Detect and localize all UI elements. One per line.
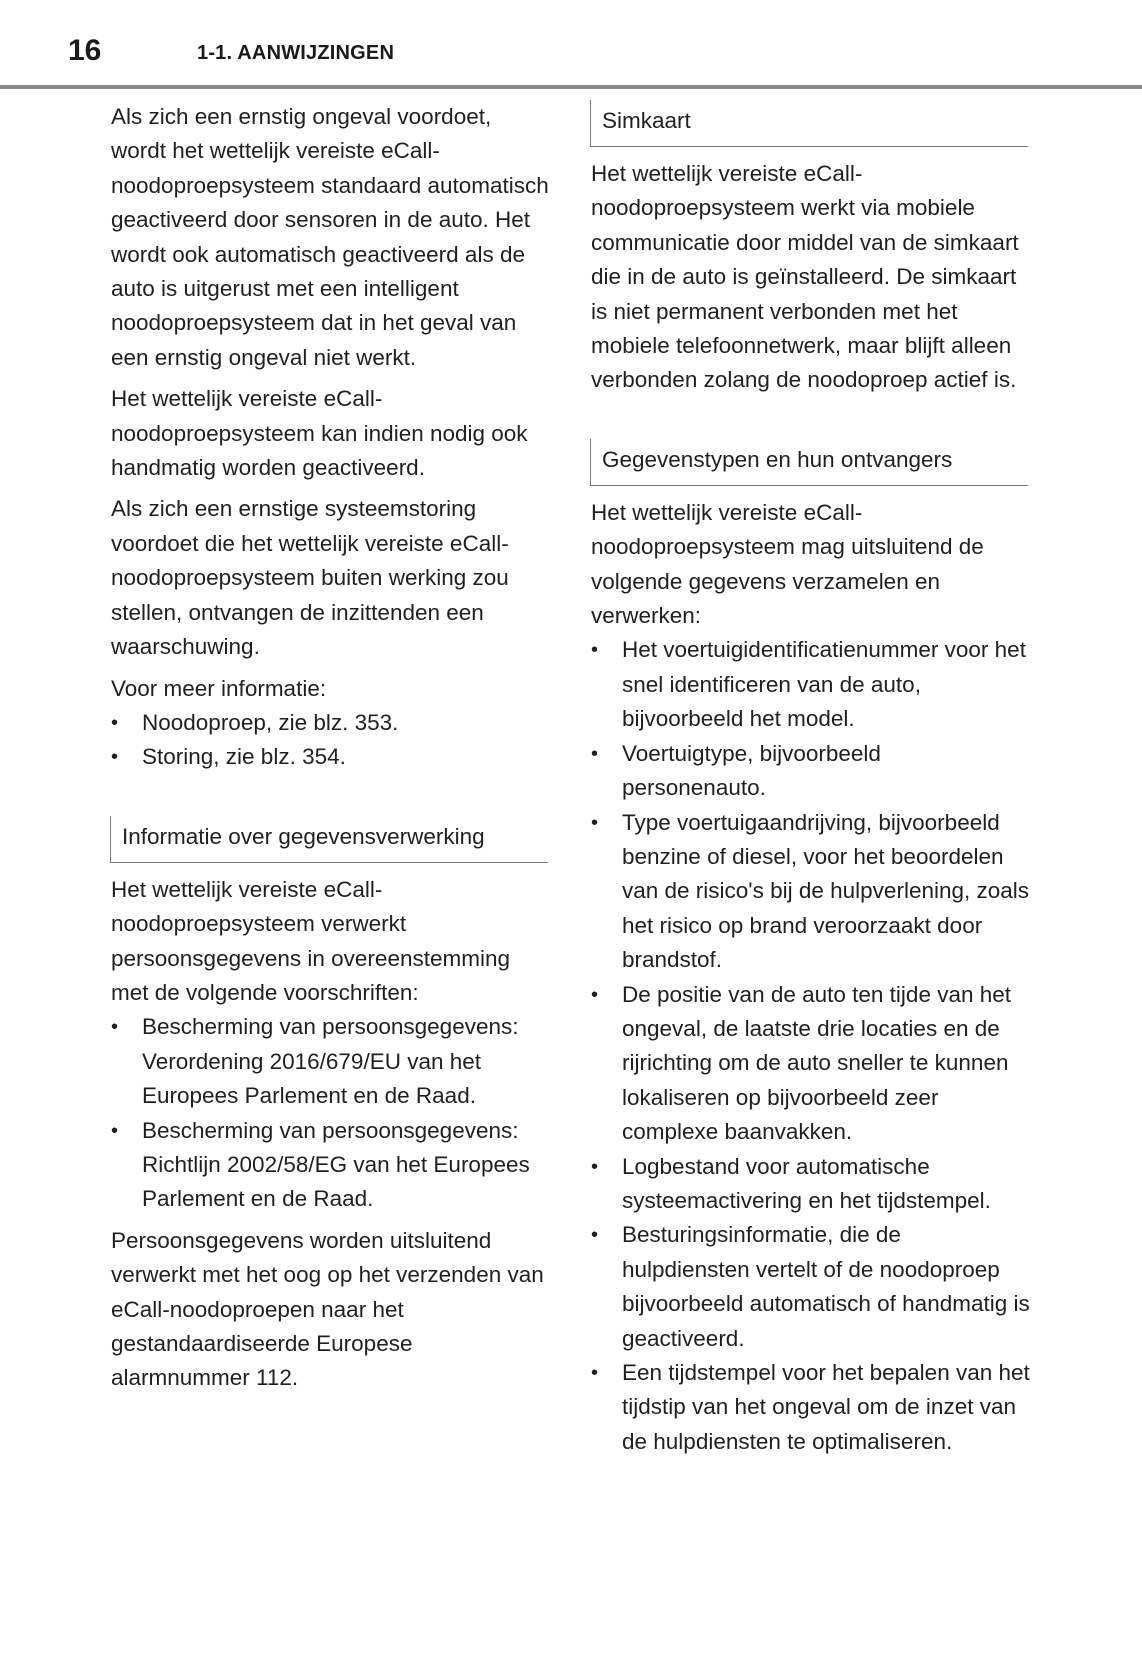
paragraph-simcard: Het wettelijk vereiste eCall-noodoproepsysteem werkt via mobiele communicatie door middel van de simkaart die in de auto is geïnstalleerd. De simkaart is niet permanent verbonden met het mobiele telefoonnetwerk, maar blijft alleen verbonden zolang de noodoproep actief is. xyxy=(591,161,1019,393)
subheading-data-types: Gegevenstypen en hun ontvangers xyxy=(590,439,1028,486)
bullet-icon: • xyxy=(591,1155,599,1178)
paragraph-system-failure: Als zich een ernstige systeemstoring voordoet die het wettelijk vereiste eCall-noodoproepsysteem buiten werking zou stellen, ontvangen de inzittenden een waarschuwing. xyxy=(111,496,509,660)
regulations-list xyxy=(111,1010,551,1216)
list-item: • Besturingsinformatie, die de hulpdiensten vertelt of de noodoproep bijvoorbeeld automatisch of handmatig is geactiveerd. xyxy=(591,1218,1031,1356)
subheading-simcard: Simkaart xyxy=(590,100,1028,147)
bullet-icon: • xyxy=(591,742,599,765)
list-item: • Bescherming van persoonsgegevens: Verordening 2016/679/EU van het Europees Parlement en de Raad. xyxy=(111,1010,551,1113)
section-title: 1-1. AANWIJZINGEN xyxy=(197,42,395,64)
bullet-icon: • xyxy=(111,1016,119,1039)
list-item: • Bescherming van persoonsgegevens: Richtlijn 2002/58/EG van het Europees Parlement en de Raad. xyxy=(111,1114,551,1217)
page-number: 16 xyxy=(68,34,102,67)
paragraph-data-types-intro: Het wettelijk vereiste eCall-noodoproepsysteem mag uitsluitend de volgende gegevens verzamelen en verwerken: xyxy=(591,499,984,629)
list-item: • Voertuigtype, bijvoorbeeld personenauto. xyxy=(591,737,1031,806)
bullet-icon: • xyxy=(111,746,119,769)
subheading-data-processing: Informatie over gegevensverwerking xyxy=(110,816,548,863)
bullet-icon: • xyxy=(591,983,599,1006)
left-column xyxy=(111,100,551,1403)
bullet-icon: • xyxy=(591,639,599,662)
data-types-list xyxy=(591,633,1031,1459)
list-item: • Type voertuigaandrijving, bijvoorbeeld benzine of diesel, voor het beoordelen van de risico's bij de hulpverlening, zoals het risico op brand veroorzaakt door brandstof. xyxy=(591,806,1031,978)
list-item: • De positie van de auto ten tijde van het ongeval, de laatste drie locaties en de rijrichting om de auto sneller te kunnen lokaliseren op bijvoorbeeld zeer complexe baanvakken. xyxy=(591,978,1031,1150)
paragraph-more-info: Voor meer informatie: xyxy=(111,675,327,701)
page-header xyxy=(0,0,1142,90)
list-item: • Logbestand voor automatische systeemactivering en het tijdstempel. xyxy=(591,1150,1031,1219)
list-item: • Storing, zie blz. 354. xyxy=(111,740,551,774)
paragraph-manual-activation: Het wettelijk vereiste eCall-noodoproepsysteem kan indien nodig ook handmatig worden geactiveerd. xyxy=(111,386,528,481)
list-item: • Noodoproep, zie blz. 353. xyxy=(111,706,551,740)
more-info-list xyxy=(111,706,551,775)
list-item: • Een tijdstempel voor het bepalen van het tijdstip van het ongeval om de inzet van de hulpdiensten te optimaliseren. xyxy=(591,1356,1031,1459)
right-column xyxy=(591,100,1031,1466)
bullet-icon: • xyxy=(591,811,599,834)
bullet-icon: • xyxy=(591,1224,599,1247)
bullet-icon: • xyxy=(111,1119,119,1142)
bullet-icon: • xyxy=(111,711,119,734)
list-item: • Het voertuigidentificatienummer voor het snel identificeren van de auto, bijvoorbeeld het model. xyxy=(591,633,1031,736)
header-divider xyxy=(0,85,1142,89)
paragraph-automatic-activation: Als zich een ernstig ongeval voordoet, wordt het wettelijk vereiste eCall-noodoproepsysteem standaard automatisch geactiveerd door sensoren in de auto. Het wordt ook automatisch geactiveerd als de auto is uitgerust met een intelligent noodoproepsysteem dat in het geval van een ernstig ongeval niet werkt. xyxy=(111,104,549,370)
paragraph-data-processing-intro: Het wettelijk vereiste eCall-noodoproepsysteem verwerkt persoonsgegevens in overeenstemming met de volgende voorschriften: xyxy=(111,876,510,1005)
paragraph-data-processing-closing: Persoonsgegevens worden uitsluitend verwerkt met het oog op het verzenden van eCall-noodoproepen naar het gestandaardiseerde Europese alarmnummer 112. xyxy=(111,1227,544,1391)
bullet-icon: • xyxy=(591,1362,599,1384)
